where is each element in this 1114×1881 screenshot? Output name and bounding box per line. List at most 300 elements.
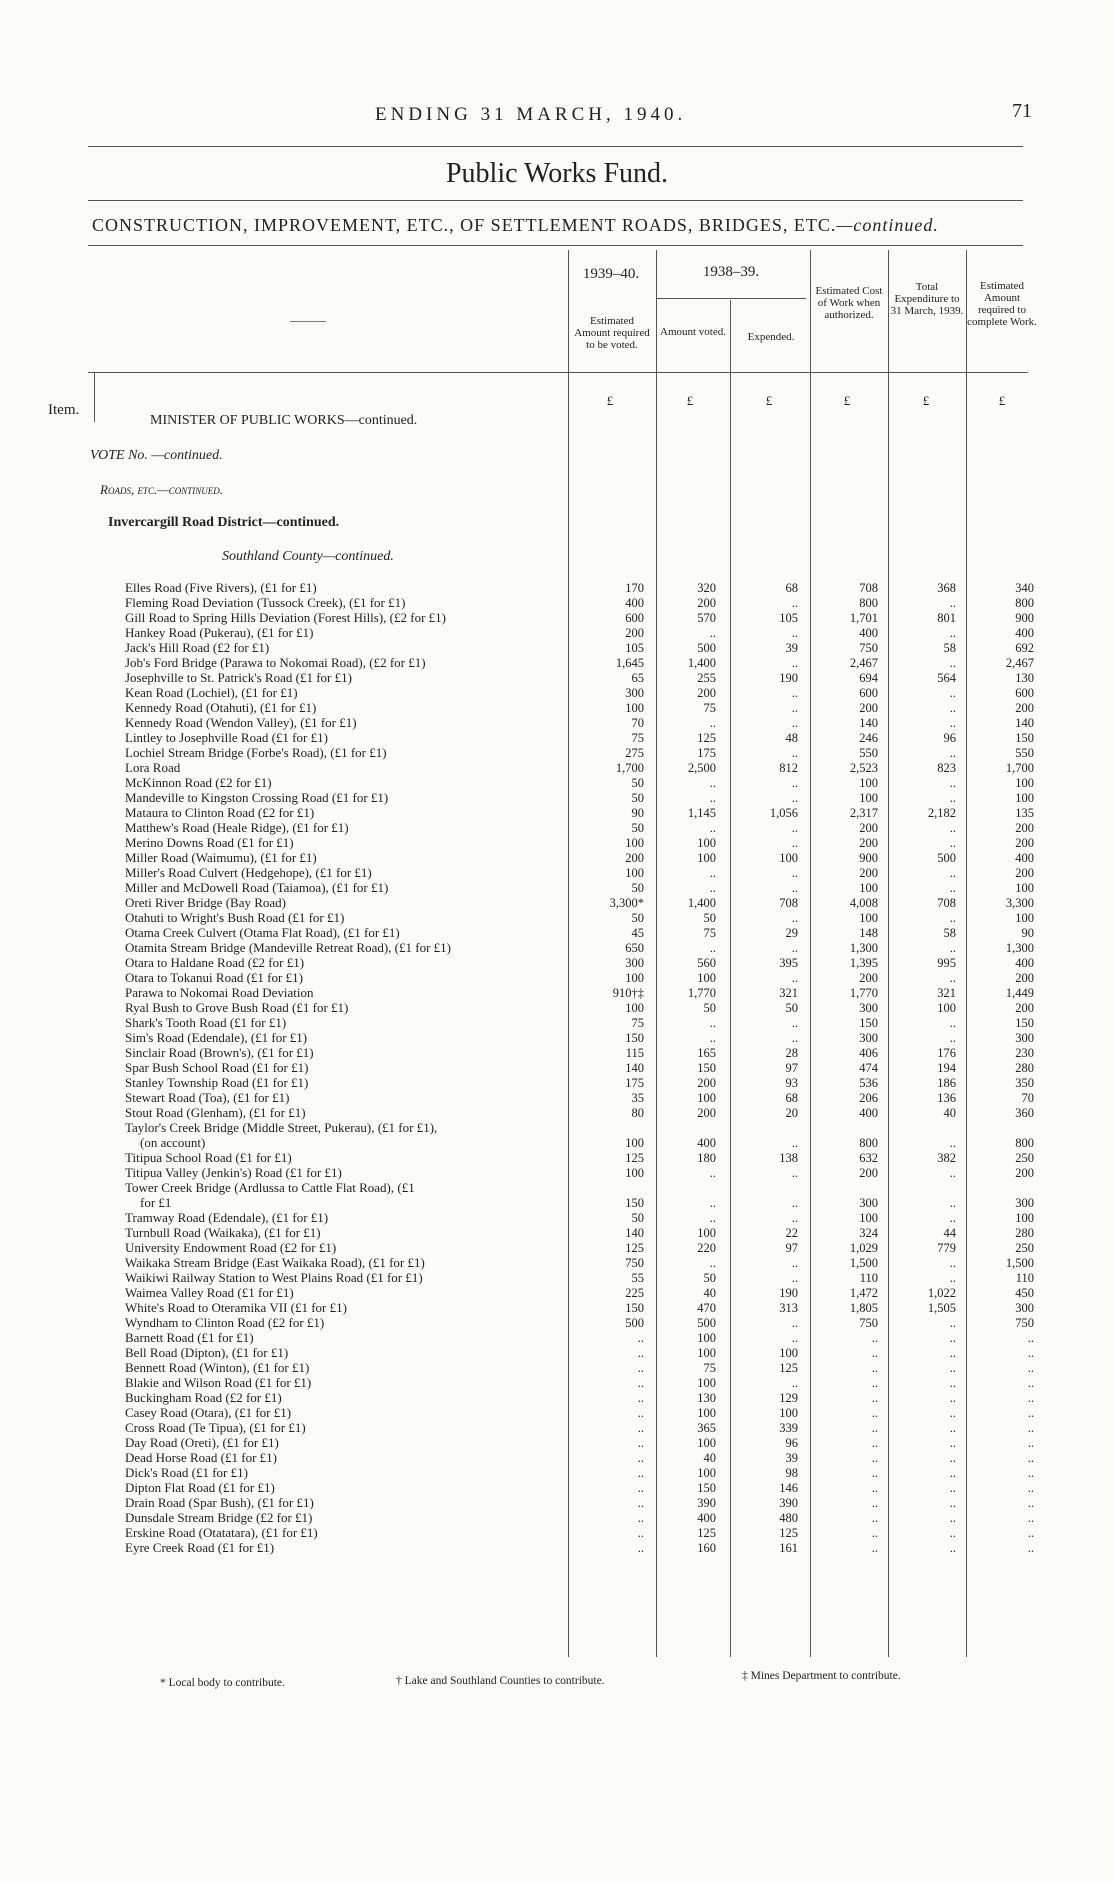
- row-value: 1,056: [769, 806, 798, 820]
- row-value: ..: [949, 1211, 956, 1225]
- row-label: Dead Horse Road (£1 for £1): [125, 1450, 277, 1465]
- row-label: Dick's Road (£1 for £1): [125, 1465, 248, 1480]
- row-value: 900: [859, 851, 878, 865]
- row-value: 1,400: [687, 656, 716, 670]
- row-label: Bell Road (Dipton), (£1 for £1): [125, 1345, 289, 1360]
- row-value: ..: [637, 1436, 644, 1450]
- row-value: 130: [1015, 671, 1034, 685]
- row-label: Lintley to Josephville Road (£1 for £1): [125, 730, 328, 745]
- row-value: ..: [949, 791, 956, 805]
- row-label: Tower Creek Bridge (Ardlussa to Cattle Flat Road), (£1: [125, 1180, 415, 1195]
- row-label: Josephville to St. Patrick's Road (£1 for £1): [125, 670, 352, 685]
- row-label: Job's Ford Bridge (Parawa to Nokomai Road), (£2 for £1): [125, 655, 426, 670]
- row-value: 694: [859, 671, 878, 685]
- row-value: 75: [631, 1016, 644, 1030]
- column-expended: Expended.: [747, 331, 795, 343]
- row-value: ..: [949, 656, 956, 670]
- footnote-lake-southland: † Lake and Southland Counties to contribute.: [396, 1675, 605, 1687]
- row-value: 2,467: [849, 656, 878, 670]
- row-value: 96: [785, 1436, 798, 1450]
- row-value: ..: [791, 1271, 798, 1285]
- row-value: ..: [949, 881, 956, 895]
- row-value: ..: [949, 776, 956, 790]
- row-value: 100: [697, 1376, 716, 1390]
- pound-sign: £: [686, 393, 694, 408]
- row-value: 55: [631, 1271, 644, 1285]
- pound-sign: £: [606, 393, 614, 408]
- row-value: 140: [1015, 716, 1034, 730]
- row-value: ..: [1027, 1496, 1034, 1510]
- row-label: University Endowment Road (£2 for £1): [125, 1240, 337, 1255]
- row-value: 115: [625, 1046, 644, 1060]
- row-value: 40: [943, 1106, 956, 1120]
- row-value: ..: [949, 1346, 956, 1360]
- row-value: 50: [631, 911, 644, 925]
- row-value: 100: [625, 866, 644, 880]
- row-value: 150: [625, 1301, 644, 1315]
- row-value: 75: [631, 731, 644, 745]
- vote-heading: VOTE No. —continued.: [90, 448, 223, 463]
- row-value: ..: [791, 1031, 798, 1045]
- row-label: Otamita Stream Bridge (Mandeville Retreat Road), (£1 for £1): [125, 940, 451, 955]
- row-value: ..: [949, 1271, 956, 1285]
- row-value: ..: [637, 1511, 644, 1525]
- row-value: 50: [703, 1271, 716, 1285]
- row-value: 50: [631, 1211, 644, 1225]
- row-value: 100: [1015, 911, 1034, 925]
- row-value: 100: [1015, 791, 1034, 805]
- row-value: ..: [637, 1331, 644, 1345]
- row-value: 313: [779, 1301, 798, 1315]
- row-value: ..: [791, 791, 798, 805]
- row-value: 300: [625, 686, 644, 700]
- row-value: ..: [871, 1361, 878, 1375]
- row-value: ..: [949, 701, 956, 715]
- row-value: ..: [949, 1256, 956, 1270]
- column-amount-to-complete: Estimated Amount required to complete Work.: [967, 280, 1037, 328]
- row-value: ..: [949, 941, 956, 955]
- row-value: 1,500: [849, 1256, 878, 1270]
- year-1939-heading: 1939–40.: [582, 266, 640, 282]
- row-value: ..: [871, 1511, 878, 1525]
- row-value: ..: [637, 1406, 644, 1420]
- row-value: 50: [703, 911, 716, 925]
- row-label: Casey Road (Otara), (£1 for £1): [125, 1405, 292, 1420]
- row-label: Otara to Tokanui Road (£1 for £1): [125, 970, 303, 985]
- row-value: 50: [785, 1001, 798, 1015]
- row-value: 68: [785, 581, 798, 595]
- row-value: 150: [1015, 1016, 1034, 1030]
- row-value: 200: [1015, 1166, 1034, 1180]
- row-value: 400: [1015, 956, 1034, 970]
- row-value: 300: [1015, 1196, 1034, 1210]
- row-value: 1,449: [1005, 986, 1034, 1000]
- row-value: ..: [709, 1166, 716, 1180]
- row-value: 90: [631, 806, 644, 820]
- column-estimated-cost: Estimated Cost of Work when authorized.: [815, 285, 883, 321]
- row-value: ..: [709, 626, 716, 640]
- row-value: 100: [859, 791, 878, 805]
- year-1938-rule: [656, 298, 806, 299]
- row-value: 200: [1015, 1001, 1034, 1015]
- row-value: 97: [785, 1061, 798, 1075]
- row-value: 100: [625, 1001, 644, 1015]
- ministry-heading: MINISTER OF PUBLIC WORKS—continued.: [150, 413, 418, 428]
- section-title: [92, 215, 939, 236]
- row-value: 321: [937, 986, 956, 1000]
- row-value: ..: [949, 1196, 956, 1210]
- row-value: 150: [1015, 731, 1034, 745]
- row-label: for £1: [140, 1195, 172, 1210]
- row-value: ..: [1027, 1361, 1034, 1375]
- row-value: 110: [859, 1271, 878, 1285]
- row-label: Stout Road (Glenham), (£1 for £1): [125, 1105, 306, 1120]
- row-value: ..: [949, 1361, 956, 1375]
- page-number: 71: [1012, 100, 1032, 122]
- row-value: ..: [949, 1481, 956, 1495]
- row-value: 779: [937, 1241, 956, 1255]
- row-value: 365: [697, 1421, 716, 1435]
- row-value: 750: [859, 1316, 878, 1330]
- row-value: 200: [1015, 866, 1034, 880]
- row-value: 406: [859, 1046, 878, 1060]
- row-value: 100: [697, 1406, 716, 1420]
- item-column-label: Item.: [48, 402, 80, 418]
- row-value: 708: [937, 896, 956, 910]
- row-value: ..: [949, 1391, 956, 1405]
- row-value: ..: [791, 716, 798, 730]
- roads-heading: Roads, etc.—continued.: [100, 482, 224, 497]
- row-value: 632: [859, 1151, 878, 1165]
- row-value: ..: [791, 596, 798, 610]
- row-value: 100: [697, 851, 716, 865]
- row-value: ..: [949, 1496, 956, 1510]
- row-label: Stewart Road (Toa), (£1 for £1): [125, 1090, 290, 1105]
- row-label: McKinnon Road (£2 for £1): [125, 775, 272, 790]
- row-value: 200: [859, 836, 878, 850]
- row-value: 44: [943, 1226, 956, 1240]
- row-value: 65: [631, 671, 644, 685]
- row-value: 200: [697, 1106, 716, 1120]
- row-label: Lochiel Stream Bridge (Forbe's Road), (£1 for £1): [125, 745, 387, 760]
- row-value: ..: [791, 911, 798, 925]
- row-value: 140: [625, 1061, 644, 1075]
- row-value: 75: [703, 701, 716, 715]
- row-value: ..: [949, 1421, 956, 1435]
- row-value: ..: [709, 776, 716, 790]
- row-value: 4,008: [849, 896, 878, 910]
- row-value: 22: [785, 1226, 798, 1240]
- row-label: Drain Road (Spar Bush), (£1 for £1): [125, 1495, 314, 1510]
- row-value: ..: [949, 866, 956, 880]
- row-value: 93: [785, 1076, 798, 1090]
- row-value: 1,700: [615, 761, 644, 775]
- row-value: 450: [1015, 1286, 1034, 1300]
- row-label: Barnett Road (£1 for £1): [125, 1330, 254, 1345]
- row-value: ..: [791, 686, 798, 700]
- row-value: ..: [949, 1451, 956, 1465]
- row-label: Kean Road (Lochiel), (£1 for £1): [125, 685, 298, 700]
- row-value: ..: [791, 941, 798, 955]
- row-value: ..: [949, 626, 956, 640]
- row-value: 340: [1015, 581, 1034, 595]
- row-value: 28: [785, 1046, 798, 1060]
- row-value: ..: [1027, 1421, 1034, 1435]
- row-value: 500: [697, 641, 716, 655]
- row-value: 800: [859, 1136, 878, 1150]
- column-rule-4: [810, 250, 811, 1657]
- row-value: 230: [1015, 1046, 1034, 1060]
- row-value: 300: [1015, 1031, 1034, 1045]
- row-value: ..: [1027, 1406, 1034, 1420]
- row-value: ..: [637, 1421, 644, 1435]
- row-label: Miller Road (Waimumu), (£1 for £1): [125, 850, 317, 865]
- row-value: ..: [709, 866, 716, 880]
- row-value: 400: [625, 596, 644, 610]
- row-value: 125: [697, 731, 716, 745]
- row-value: 500: [937, 851, 956, 865]
- row-value: ..: [871, 1436, 878, 1450]
- row-value: 100: [697, 1091, 716, 1105]
- row-value: 100: [697, 1226, 716, 1240]
- row-value: ..: [791, 746, 798, 760]
- row-value: ..: [1027, 1466, 1034, 1480]
- row-value: 220: [697, 1241, 716, 1255]
- row-value: ..: [1027, 1541, 1034, 1555]
- row-value: ..: [949, 746, 956, 760]
- row-value: 138: [779, 1151, 798, 1165]
- row-value: ..: [949, 1016, 956, 1030]
- row-value: 100: [697, 1331, 716, 1345]
- row-label: Shark's Tooth Road (£1 for £1): [125, 1015, 287, 1030]
- row-value: ..: [949, 1541, 956, 1555]
- row-value: 300: [859, 1031, 878, 1045]
- row-value: 324: [859, 1226, 878, 1240]
- row-value: 80: [631, 1106, 644, 1120]
- row-value: 570: [697, 611, 716, 625]
- pound-sign: £: [922, 393, 930, 408]
- row-value: ..: [1027, 1526, 1034, 1540]
- row-value: 1,645: [615, 656, 644, 670]
- row-value: 1,145: [687, 806, 716, 820]
- row-value: 100: [697, 971, 716, 985]
- row-value: 368: [937, 581, 956, 595]
- row-value: 2,500: [687, 761, 716, 775]
- row-value: 125: [625, 1151, 644, 1165]
- row-value: 200: [1015, 821, 1034, 835]
- row-value: 801: [937, 611, 956, 625]
- row-label: Otama Creek Culvert (Otama Flat Road), (£1 for £1): [125, 925, 400, 940]
- row-value: 29: [785, 926, 798, 940]
- row-value: 750: [859, 641, 878, 655]
- row-value: 146: [779, 1481, 798, 1495]
- row-value: 300: [859, 1196, 878, 1210]
- row-value: 200: [625, 626, 644, 640]
- row-value: 161: [779, 1541, 798, 1555]
- row-label: Fleming Road Deviation (Tussock Creek), (£1 for £1): [125, 595, 406, 610]
- column-total-expenditure: Total Expenditure to 31 March, 1939.: [890, 281, 964, 317]
- row-value: 100: [625, 1166, 644, 1180]
- row-value: ..: [1027, 1346, 1034, 1360]
- row-value: ..: [871, 1541, 878, 1555]
- row-value: 3,300: [1005, 896, 1034, 910]
- row-value: ..: [1027, 1376, 1034, 1390]
- title-rule: [88, 200, 1023, 201]
- row-value: ..: [949, 1316, 956, 1330]
- row-value: 390: [697, 1496, 716, 1510]
- row-label: Sinclair Road (Brown's), (£1 for £1): [125, 1045, 314, 1060]
- row-value: 246: [859, 731, 878, 745]
- row-value: 105: [625, 641, 644, 655]
- row-value: 800: [1015, 596, 1034, 610]
- row-label: Titipua School Road (£1 for £1): [125, 1150, 292, 1165]
- row-value: ..: [871, 1346, 878, 1360]
- row-value: ..: [949, 686, 956, 700]
- row-value: 100: [779, 1346, 798, 1360]
- row-value: 100: [859, 776, 878, 790]
- column-rule-6: [966, 250, 967, 1657]
- row-value: ..: [1027, 1391, 1034, 1405]
- row-value: 200: [859, 821, 878, 835]
- row-label: Dipton Flat Road (£1 for £1): [125, 1480, 275, 1495]
- row-value: 750: [1015, 1316, 1034, 1330]
- row-value: 474: [859, 1061, 878, 1075]
- row-value: 600: [625, 611, 644, 625]
- row-value: 50: [703, 1001, 716, 1015]
- column-estimated-to-vote: Estimated Amount required to be voted.: [574, 315, 650, 351]
- row-label: Waikiwi Railway Station to West Plains Road (£1 for £1): [125, 1270, 423, 1285]
- description-column-dash: ———: [290, 313, 326, 327]
- row-value: 200: [697, 686, 716, 700]
- row-value: ..: [791, 1136, 798, 1150]
- row-value: ..: [949, 1376, 956, 1390]
- row-value: 125: [625, 1241, 644, 1255]
- row-value: 1,805: [849, 1301, 878, 1315]
- row-value: 160: [697, 1541, 716, 1555]
- row-value: 800: [859, 596, 878, 610]
- row-value: 194: [937, 1061, 956, 1075]
- row-value: 58: [943, 926, 956, 940]
- row-value: 70: [1021, 1091, 1034, 1105]
- row-value: ..: [637, 1526, 644, 1540]
- row-value: 100: [625, 836, 644, 850]
- row-label: Sim's Road (Edendale), (£1 for £1): [125, 1030, 308, 1045]
- row-label: Kennedy Road (Wendon Valley), (£1 for £1): [125, 715, 357, 730]
- row-value: 98: [785, 1466, 798, 1480]
- header-bottom-rule: [88, 372, 1028, 373]
- row-value: 125: [779, 1526, 798, 1540]
- row-value: 500: [625, 1316, 644, 1330]
- row-value: 40: [703, 1451, 716, 1465]
- row-value: 176: [937, 1046, 956, 1060]
- row-value: ..: [949, 1511, 956, 1525]
- row-label: Ryal Bush to Grove Bush Road (£1 for £1): [125, 1000, 349, 1015]
- row-value: 200: [697, 596, 716, 610]
- row-value: 470: [697, 1301, 716, 1315]
- row-value: 382: [937, 1151, 956, 1165]
- row-value: 280: [1015, 1226, 1034, 1240]
- row-value: 200: [697, 1076, 716, 1090]
- row-label: Waikaka Stream Bridge (East Waikaka Road), (£1 for £1): [125, 1255, 425, 1270]
- row-value: 995: [937, 956, 956, 970]
- row-value: 206: [859, 1091, 878, 1105]
- row-value: 1,300: [849, 941, 878, 955]
- row-value: 1,400: [687, 896, 716, 910]
- row-value: 395: [779, 956, 798, 970]
- row-value: 708: [779, 896, 798, 910]
- row-label: Gill Road to Spring Hills Deviation (Forest Hills), (£2 for £1): [125, 610, 447, 625]
- header-rule: [88, 146, 1023, 147]
- row-label: Miller and McDowell Road (Taiamoa), (£1 for £1): [125, 880, 389, 895]
- row-value: 1,472: [849, 1286, 878, 1300]
- row-value: 750: [625, 1256, 644, 1270]
- row-value: 560: [697, 956, 716, 970]
- year-1938-heading: 1938–39.: [702, 264, 760, 280]
- row-value: ..: [637, 1391, 644, 1405]
- row-value: 250: [1015, 1241, 1034, 1255]
- row-value: 100: [697, 1436, 716, 1450]
- row-value: 90: [1021, 926, 1034, 940]
- row-value: ..: [949, 716, 956, 730]
- row-value: ..: [871, 1421, 878, 1435]
- row-value: ..: [637, 1481, 644, 1495]
- row-value: 180: [697, 1151, 716, 1165]
- row-label: Bennett Road (Winton), (£1 for £1): [125, 1360, 310, 1375]
- row-value: ..: [949, 596, 956, 610]
- row-value: ..: [949, 911, 956, 925]
- row-value: 800: [1015, 1136, 1034, 1150]
- row-value: 3,300*: [609, 896, 644, 910]
- row-value: ..: [871, 1406, 878, 1420]
- row-value: 175: [697, 746, 716, 760]
- row-value: ..: [791, 656, 798, 670]
- row-value: ..: [871, 1391, 878, 1405]
- row-value: 129: [779, 1391, 798, 1405]
- row-value: 50: [631, 821, 644, 835]
- row-value: ..: [791, 1376, 798, 1390]
- row-value: 2,523: [849, 761, 878, 775]
- row-value: 100: [697, 1346, 716, 1360]
- district-heading: Invercargill Road District—continued.: [108, 515, 340, 530]
- row-label: Wyndham to Clinton Road (£2 for £1): [125, 1315, 325, 1330]
- row-value: 650: [625, 941, 644, 955]
- row-value: 150: [697, 1061, 716, 1075]
- row-value: 564: [937, 671, 956, 685]
- row-value: ..: [791, 701, 798, 715]
- footnote-mines: ‡ Mines Department to contribute.: [742, 1670, 901, 1682]
- row-label: Oreti River Bridge (Bay Road): [125, 895, 287, 910]
- row-label: Elles Road (Five Rivers), (£1 for £1): [125, 580, 317, 595]
- row-value: 100: [697, 1466, 716, 1480]
- row-value: ..: [949, 1436, 956, 1450]
- row-value: ..: [791, 1166, 798, 1180]
- row-value: ..: [791, 1256, 798, 1270]
- row-value: 58: [943, 641, 956, 655]
- row-value: 50: [631, 776, 644, 790]
- row-value: ..: [949, 1331, 956, 1345]
- row-value: 39: [785, 641, 798, 655]
- row-label: Parawa to Nokomai Road Deviation: [125, 985, 314, 1000]
- row-value: ..: [709, 941, 716, 955]
- row-value: 165: [697, 1046, 716, 1060]
- row-value: 150: [625, 1196, 644, 1210]
- row-value: 400: [697, 1136, 716, 1150]
- row-value: 200: [859, 701, 878, 715]
- row-value: ..: [709, 1211, 716, 1225]
- row-value: ..: [709, 1016, 716, 1030]
- row-label: Blakie and Wilson Road (£1 for £1): [125, 1375, 312, 1390]
- row-value: 300: [625, 956, 644, 970]
